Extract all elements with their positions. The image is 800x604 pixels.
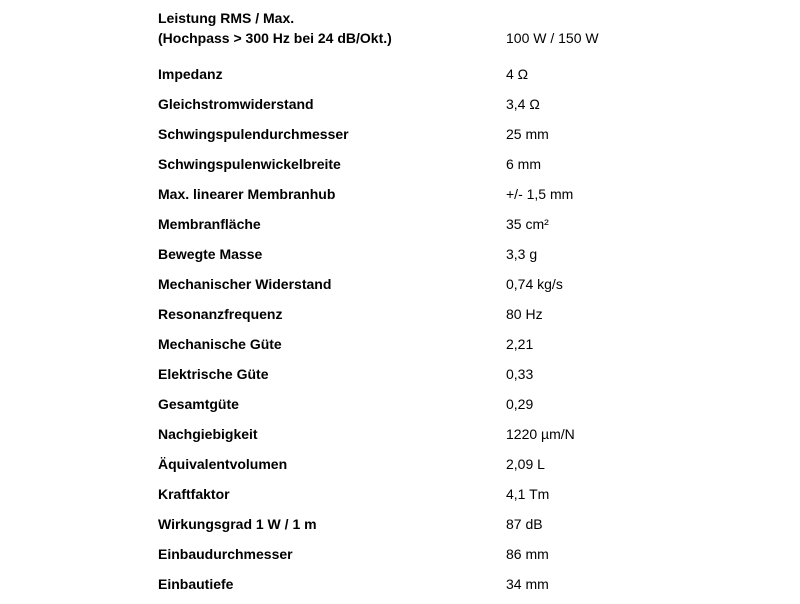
spec-row bbox=[158, 244, 638, 274]
spec-label: Mechanischer Widerstand bbox=[158, 276, 332, 292]
spec-value: 0,29 bbox=[506, 396, 534, 412]
spec-value: 4,1 Tm bbox=[506, 486, 550, 502]
spec-label bbox=[158, 8, 506, 48]
spec-value: 80 Hz bbox=[506, 306, 543, 322]
spec-value: 6 mm bbox=[506, 156, 541, 172]
spec-value: 34 mm bbox=[506, 576, 549, 592]
spec-row bbox=[158, 124, 638, 154]
spec-label: Mechanische Güte bbox=[158, 336, 282, 352]
spec-row bbox=[158, 274, 638, 304]
spec-label: Gleichstromwiderstand bbox=[158, 96, 314, 112]
spec-label: Gesamtgüte bbox=[158, 396, 239, 412]
spec-label: Elektrische Güte bbox=[158, 366, 269, 382]
spec-value: 100 W / 150 W bbox=[506, 30, 599, 46]
spec-label: Resonanzfrequenz bbox=[158, 306, 283, 322]
spec-row bbox=[158, 364, 638, 394]
spec-label: Bewegte Masse bbox=[158, 246, 263, 262]
spec-value: 86 mm bbox=[506, 546, 549, 562]
spec-label-line-2: (Hochpass > 300 Hz bei 24 dB/Okt.) bbox=[158, 30, 392, 46]
spec-row bbox=[158, 484, 638, 514]
spec-label: Schwingspulendurchmesser bbox=[158, 126, 349, 142]
spec-value: 4 Ω bbox=[506, 66, 529, 82]
spec-label: Max. linearer Membranhub bbox=[158, 186, 336, 202]
spec-row bbox=[158, 214, 638, 244]
spec-value: 0,33 bbox=[506, 366, 534, 382]
spec-row bbox=[158, 514, 638, 544]
spec-value: 2,21 bbox=[506, 336, 534, 352]
spec-value: 2,09 L bbox=[506, 456, 545, 472]
spec-value: 87 dB bbox=[506, 516, 543, 532]
spec-row bbox=[158, 454, 638, 484]
spec-value: +/- 1,5 mm bbox=[506, 186, 574, 202]
spec-row bbox=[158, 304, 638, 334]
spec-row bbox=[158, 94, 638, 124]
spec-value: 3,4 Ω bbox=[506, 96, 540, 112]
spec-label: Äquivalentvolumen bbox=[158, 456, 288, 472]
spec-row bbox=[158, 334, 638, 364]
spec-row bbox=[158, 184, 638, 214]
spec-value: 0,74 kg/s bbox=[506, 276, 563, 292]
spec-label: Schwingspulenwickelbreite bbox=[158, 156, 341, 172]
spec-label: Membranfläche bbox=[158, 216, 261, 232]
spec-label-line-1: Leistung RMS / Max. bbox=[158, 10, 295, 26]
spec-label: Einbaudurchmesser bbox=[158, 546, 293, 562]
spec-table bbox=[158, 0, 638, 604]
spec-label: Wirkungsgrad 1 W / 1 m bbox=[158, 516, 317, 532]
spec-value: 35 cm² bbox=[506, 216, 549, 232]
spec-value: 25 mm bbox=[506, 126, 549, 142]
spec-row bbox=[158, 64, 638, 94]
spec-label: Impedanz bbox=[158, 66, 223, 82]
spec-row bbox=[158, 394, 638, 424]
spec-label: Kraftfaktor bbox=[158, 486, 230, 502]
spec-row bbox=[158, 544, 638, 574]
spec-row bbox=[158, 424, 638, 454]
spec-row bbox=[158, 154, 638, 184]
spec-value: 3,3 g bbox=[506, 246, 538, 262]
spec-label: Einbautiefe bbox=[158, 576, 234, 592]
spec-row-power bbox=[158, 0, 638, 64]
spec-label: Nachgiebigkeit bbox=[158, 426, 258, 442]
spec-value: 1220 µm/N bbox=[506, 426, 575, 442]
